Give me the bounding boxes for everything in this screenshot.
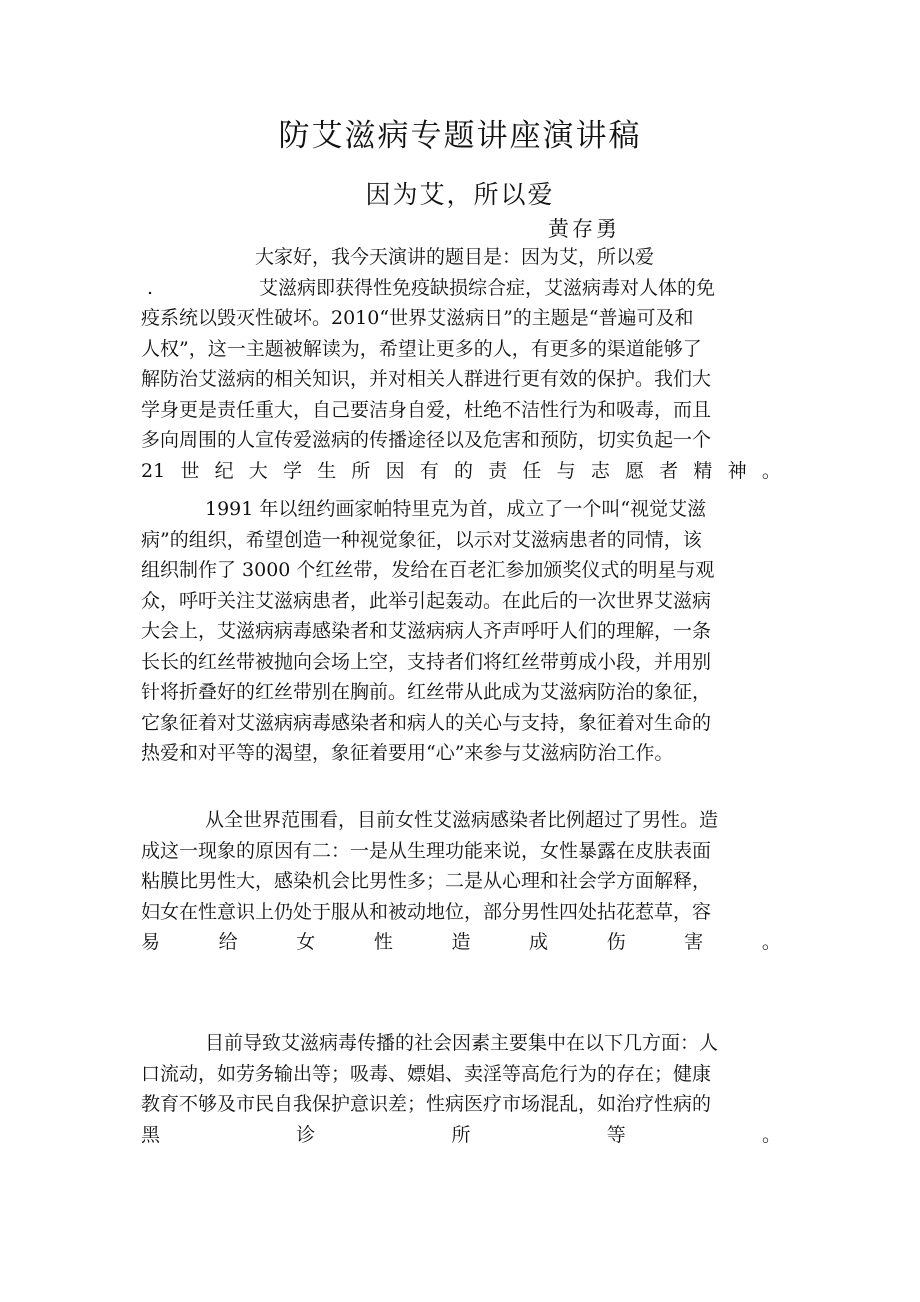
paragraph-line: 口流动，如劳务输出等；吸毒、嫖娼、卖淫等高危行为的存在；健康 bbox=[141, 1062, 712, 1085]
spread-word: 给 bbox=[218, 931, 238, 953]
spread-word: 。 bbox=[761, 1123, 781, 1146]
spread-word: 责 bbox=[488, 459, 508, 482]
spread-line bbox=[141, 927, 781, 958]
spread-word: 精 bbox=[693, 459, 713, 482]
paragraph-line: 疫系统以毁灭性破坏。2010“世界艾滋病日”的主题是“普遍可及和 bbox=[141, 307, 694, 329]
spread-word: 害 bbox=[684, 931, 704, 953]
stray-dot: . bbox=[147, 276, 154, 299]
paragraph-line: 众，呼吁关注艾滋病患者，此举引起轰动。在此后的一次世界艾滋病 bbox=[141, 589, 712, 612]
greeting-line: 大家好，我今天演讲的题目是：因为艾，所以爱 bbox=[255, 246, 655, 268]
spread-word: 学 bbox=[282, 459, 302, 482]
paragraph-line: 教育不够及市民自我保护意识差；性病医疗市场混乱，如治疗性病的 bbox=[141, 1093, 712, 1115]
spread-word: 纪 bbox=[214, 459, 234, 482]
paragraph-line: 热爱和对平等的渴望，象征着要用“心”来参与艾滋病防治工作。 bbox=[141, 742, 674, 764]
spread-word: 伤 bbox=[606, 931, 626, 953]
paragraph-female-infection bbox=[141, 805, 781, 958]
paragraph-line: 学身更是责任重大，自己要洁身自爱，杜绝不洁性行为和吸毒，而且 bbox=[141, 398, 712, 421]
spread-word: 与 bbox=[556, 459, 576, 482]
spread-word: 任 bbox=[522, 459, 542, 482]
page-title: 防艾滋病专题讲座演讲稿 bbox=[278, 118, 642, 154]
paragraph-intro bbox=[141, 242, 781, 486]
spread-word: 因 bbox=[385, 459, 405, 482]
paragraph-line: 成这一现象的原因有二：一是从生理功能来说，女性暴露在皮肤表面 bbox=[141, 839, 712, 862]
spread-word: 的 bbox=[454, 459, 474, 482]
paragraph-line: 目前导致艾滋病毒传播的社会因素主要集中在以下几方面：人 bbox=[205, 1032, 719, 1054]
spread-word: 所 bbox=[351, 459, 371, 482]
page-subtitle: 因为艾，所以爱 bbox=[365, 180, 555, 209]
paragraph-line-text: 艾滋病即获得性免疫缺损综合症，艾滋病毒对人体的免 bbox=[259, 276, 716, 299]
spread-word: 大 bbox=[248, 459, 268, 482]
spread-line bbox=[141, 456, 781, 487]
spread-word: 诊 bbox=[296, 1123, 316, 1146]
spread-word: 等 bbox=[606, 1123, 626, 1146]
paragraph-red-ribbon bbox=[141, 494, 781, 769]
paragraph-line: 病”的组织，希望创造一种视觉象征，以示对艾滋病患者的同情，该 bbox=[141, 528, 702, 551]
spread-word: 生 bbox=[317, 459, 337, 482]
paragraph-line: 从全世界范围看，目前女性艾滋病感染者比例超过了男性。造 bbox=[205, 809, 719, 831]
spread-word: 造 bbox=[451, 931, 471, 953]
spread-word: 愿 bbox=[625, 459, 645, 482]
paragraph-line: 人权”，这一主题被解读为，希望让更多的人，有更多的渠道能够了 bbox=[141, 337, 702, 360]
paragraph-line: 妇女在性意识上仍处于服从和被动地位，部分男性四处拈花惹草，容 bbox=[141, 900, 712, 923]
spread-word: 。 bbox=[761, 459, 781, 482]
spread-word: 21 bbox=[141, 459, 166, 482]
spread-word: 所 bbox=[451, 1123, 471, 1146]
paragraph-line: 多向周围的人宣传爱滋病的传播途径以及危害和预防，切实负起一个 bbox=[141, 429, 712, 451]
spread-word: 成 bbox=[529, 931, 549, 953]
spread-word: 世 bbox=[180, 459, 200, 482]
spread-word: 黑 bbox=[141, 1123, 161, 1146]
paragraph-line: 它象征着对艾滋病病毒感染者和病人的关心与支持，象征着对生命的 bbox=[141, 711, 712, 734]
author-name: 黄存勇 bbox=[548, 217, 620, 241]
spread-word: 神 bbox=[727, 459, 747, 482]
paragraph-line: 解防治艾滋病的相关知识，并对相关人群进行更有效的保护。我们大 bbox=[141, 368, 712, 390]
spread-word: 。 bbox=[761, 931, 781, 953]
spread-word: 有 bbox=[419, 459, 439, 482]
paragraph-line: 长长的红丝带被抛向会场上空，支持者们将红丝带剪成小段，并用别 bbox=[141, 650, 712, 673]
paragraph-line bbox=[141, 273, 781, 304]
spread-line bbox=[141, 1120, 781, 1151]
spread-word: 女 bbox=[296, 931, 316, 953]
paragraph-line: 粘膜比男性大，感染机会比男性多；二是从心理和社会学方面解释， bbox=[141, 870, 712, 892]
paragraph-line: 组织制作了 3000 个红丝带，发给在百老汇参加颁奖仪式的明星与观 bbox=[141, 559, 715, 581]
paragraph-social-factors bbox=[141, 1028, 781, 1150]
spread-word: 志 bbox=[590, 459, 610, 482]
spread-word: 者 bbox=[659, 459, 679, 482]
paragraph-line: 1991 年以纽约画家帕特里克为首，成立了一个叫“视觉艾滋 bbox=[205, 498, 707, 520]
paragraph-line: 针将折叠好的红丝带别在胸前。红丝带从此成为艾滋病防治的象征， bbox=[141, 681, 712, 703]
paragraph-line: 大会上，艾滋病病毒感染者和艾滋病病人齐声呼吁人们的理解，一条 bbox=[141, 620, 712, 642]
spread-word: 易 bbox=[141, 931, 161, 953]
spread-word: 性 bbox=[373, 931, 393, 953]
